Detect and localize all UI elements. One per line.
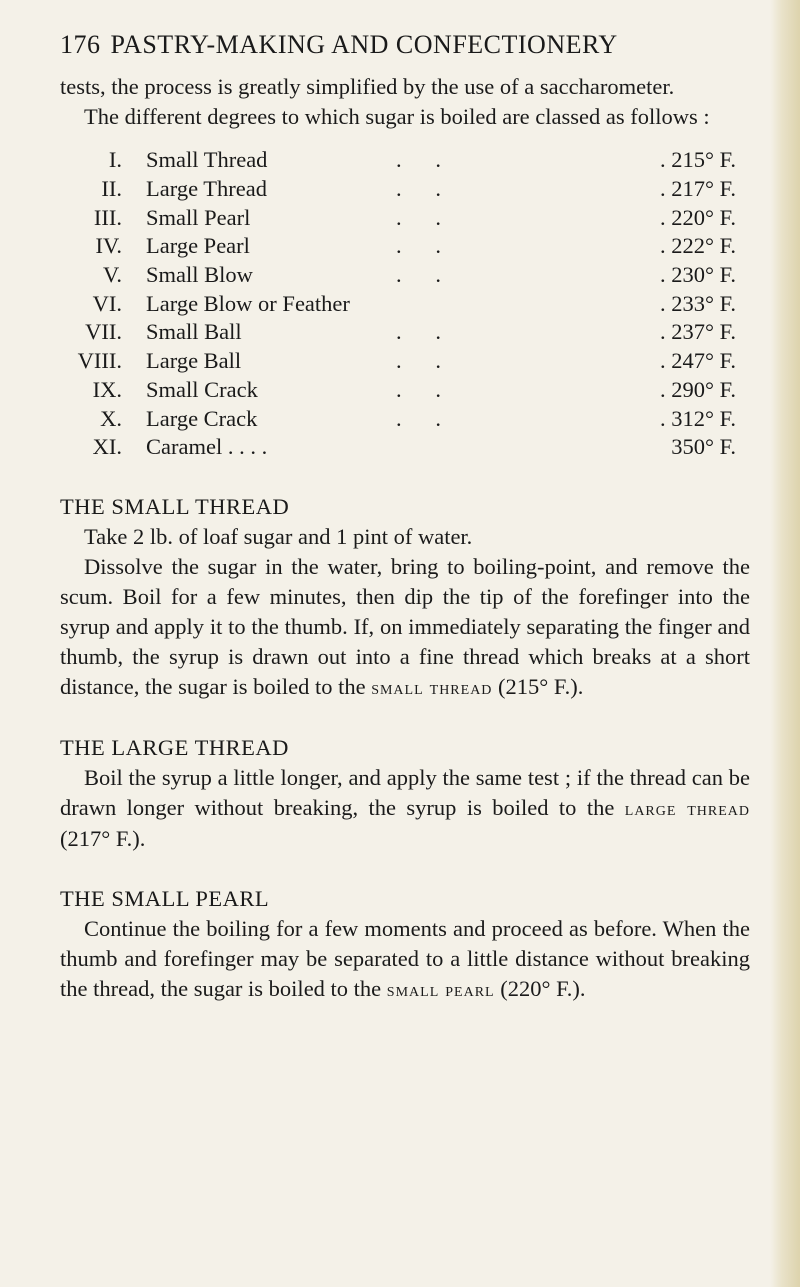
leader-dots: . .: [396, 376, 441, 402]
row-name: Large Crack: [146, 405, 258, 431]
table-row: [60, 318, 750, 347]
leader-dots: . .: [396, 204, 441, 230]
paragraph-text: (217° F.).: [60, 825, 146, 851]
running-head: [60, 30, 750, 60]
row-temperature: . 217° F.: [660, 176, 736, 202]
row-temperature: . 290° F.: [660, 376, 736, 402]
table-row: [60, 376, 750, 405]
row-numeral: IX.: [92, 376, 122, 402]
paragraph-text: Continue the boiling for a few moments and proceed as before. When the thumb and forefinger may be separated to a little distance without breaking the thread, the sugar is boiled to the: [60, 915, 750, 1001]
paragraph: [60, 763, 750, 854]
section-heading: THE LARGE THREAD: [60, 734, 289, 760]
row-name: Large Thread: [146, 176, 267, 202]
table-row: [60, 289, 750, 318]
paragraph: [60, 914, 750, 1005]
row-temperature: . 233° F.: [660, 290, 736, 316]
table-row: [60, 175, 750, 204]
leader-dots: . .: [396, 348, 441, 374]
row-name: Large Pearl: [146, 233, 250, 259]
row-name: Caramel . . . .: [146, 434, 268, 460]
small-caps-term: large thread: [624, 797, 750, 820]
row-temperature: . 220° F.: [660, 204, 736, 230]
paragraph-text: (220° F.).: [494, 975, 586, 1001]
small-caps-term: small pearl: [386, 978, 495, 1001]
section-small-pearl: [60, 884, 750, 1005]
row-name: Large Blow or Feather: [146, 290, 350, 316]
row-temperature: . 247° F.: [660, 348, 736, 374]
row-numeral: II.: [101, 176, 122, 202]
leader-dots: . .: [396, 319, 441, 345]
row-numeral: III.: [93, 204, 122, 230]
sugar-degrees-table: [60, 146, 750, 462]
small-caps-term: small thread: [371, 676, 493, 699]
intro-paragraph-2: The different degrees to which sugar is boiled are classed as follows :: [84, 104, 710, 129]
row-temperature: . 230° F.: [660, 262, 736, 288]
row-numeral: V.: [103, 262, 122, 288]
chapter-title: PASTRY-MAKING AND CONFECTIONERY: [110, 30, 618, 59]
row-numeral: XI.: [92, 434, 122, 460]
table-row: [60, 433, 750, 462]
row-numeral: VII.: [85, 319, 122, 345]
book-page: [60, 30, 750, 1005]
row-temperature: . 312° F.: [660, 405, 736, 431]
table-row: [60, 232, 750, 261]
section-heading: THE SMALL THREAD: [60, 493, 290, 519]
table-row: [60, 146, 750, 175]
row-temperature: . 222° F.: [660, 233, 736, 259]
leader-dots: . .: [396, 233, 441, 259]
intro-paragraph-1: tests, the process is greatly simplified by the use of a saccharometer.: [60, 74, 675, 99]
row-name: Small Pearl: [146, 204, 251, 230]
row-name: Small Blow: [146, 262, 253, 288]
row-numeral: I.: [108, 147, 122, 173]
row-name: Small Thread: [146, 147, 268, 173]
row-temperature: 350° F.: [671, 434, 736, 460]
row-numeral: IV.: [95, 233, 122, 259]
row-numeral: X.: [100, 405, 122, 431]
row-name: Small Ball: [146, 319, 242, 345]
leader-dots: . .: [396, 262, 441, 288]
paragraph-text: Boil the syrup a little longer, and apply the same test ; if the thread can be drawn longer without breaking, the syrup is boiled to the: [60, 764, 750, 820]
page-edge-shadow: [770, 0, 800, 1287]
table-row: [60, 261, 750, 290]
paragraph-text: Dissolve the sugar in the water, bring to boiling-point, and remove the scum. Boil for a few minutes, then dip the tip of the forefinger into the syrup and apply it to the thumb. If, on immediately separating the finger and thumb, the syrup is drawn out into a fine thread which breaks at a short distance, the sugar is boiled to the: [60, 553, 750, 699]
paragraph: Take 2 lb. of loaf sugar and 1 pint of water.: [84, 523, 473, 549]
row-temperature: . 215° F.: [660, 147, 736, 173]
leader-dots: . .: [396, 176, 441, 202]
row-numeral: VIII.: [77, 348, 122, 374]
page-number: 176: [60, 30, 101, 59]
paragraph-text: (215° F.).: [492, 673, 584, 699]
table-row: [60, 203, 750, 232]
table-row: [60, 404, 750, 433]
section-small-thread: [60, 492, 750, 703]
paragraph: [60, 552, 750, 703]
row-name: Small Crack: [146, 376, 258, 402]
section-heading: THE SMALL PEARL: [60, 885, 270, 911]
leader-dots: . .: [396, 405, 441, 431]
row-name: Large Ball: [146, 348, 242, 374]
section-large-thread: [60, 733, 750, 854]
row-numeral: VI.: [92, 290, 122, 316]
table-row: [60, 347, 750, 376]
row-temperature: . 237° F.: [660, 319, 736, 345]
leader-dots: . .: [396, 147, 441, 173]
